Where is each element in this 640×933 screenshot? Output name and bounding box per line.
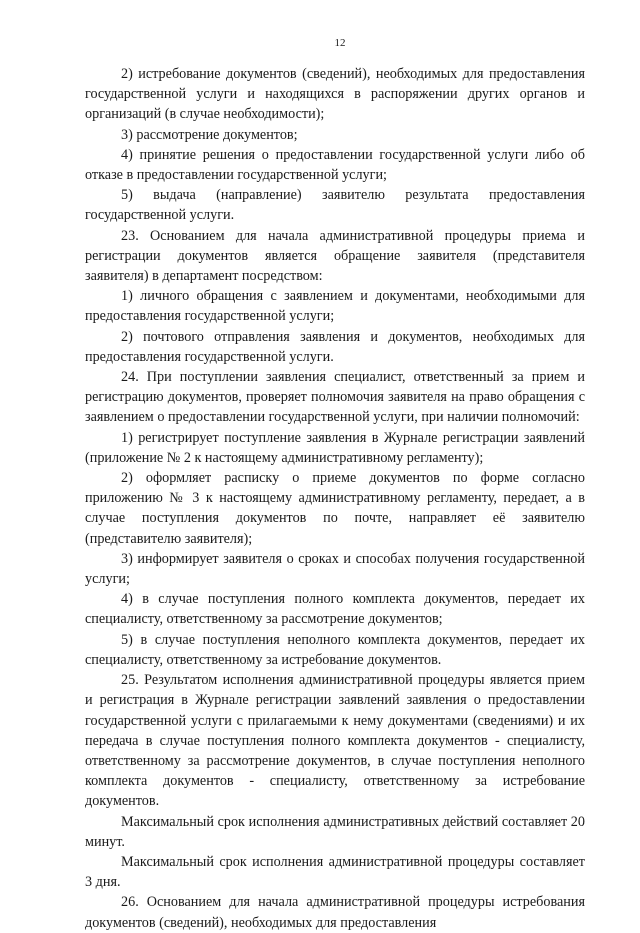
paragraph: 2) истребование документов (сведений), необходимых для предоставления государственной услуги и находящихся в распоряжении других органов и организаций (в случае необходимости);	[85, 66, 585, 123]
paragraph: 5) выдача (направление) заявителю результата предоставления государственной услуги.	[85, 187, 585, 224]
paragraph: 23. Основанием для начала административной процедуры приема и регистрации документов является обращение заявителя (представителя заявителя) в департамент посредством:	[85, 227, 585, 285]
paragraph: 2) оформляет расписку о приеме документов по форме согласно приложению № 3 к настоящему административному регламенту, передает, а в случае поступления документов по почте, направляет её заявителю (представителю заявителя);	[85, 470, 585, 547]
paragraph: 1) регистрирует поступление заявления в Журнале регистрации заявлений (приложение № 2 к настоящему административному регламенту);	[85, 429, 585, 466]
paragraph: 24. При поступлении заявления специалист, ответственный за прием и регистрацию документов, проверяет полномочия заявителя на право обращения с заявлением о предоставлении государственной услуги, при наличии полномочий:	[85, 369, 585, 426]
paragraph: 5) в случае поступления неполного комплекта документов, передает их специалисту, ответственному за истребование документов.	[85, 631, 585, 668]
page-number: 12	[334, 37, 346, 49]
paragraph: 3) информирует заявителя о сроках и способах получения государственной услуги;	[85, 550, 585, 588]
document-page	[85, 36, 585, 933]
paragraph: 2) почтового отправления заявления и документов, необходимых для предоставления государственной услуги.	[85, 328, 585, 365]
paragraph: 1) личного обращения с заявлением и документами, необходимыми для предоставления государственной услуги;	[85, 288, 585, 325]
document-body	[85, 64, 585, 933]
paragraph: 4) в случае поступления полного комплекта документов, передает их специалисту, ответственному за рассмотрение документов;	[85, 591, 585, 628]
paragraph: 3) рассмотрение документов;	[121, 126, 298, 143]
paragraph: 26. Основанием для начала административной процедуры истребования документов (сведений), необходимых для предоставления	[85, 894, 585, 931]
paragraph: 25. Результатом исполнения административной процедуры является прием и регистрация в Журнале регистрации заявлений заявления о предоставлении государственной услуги с прилагаемыми к нему документами (сведениями) и их передача в случае поступления полного комплекта документов - специалисту, ответственному за рассмотрение документов, в случае поступления неполного комплекта документов - специалисту, ответственному за истребование документов.	[85, 672, 585, 810]
paragraph: Максимальный срок исполнения административной процедуры составляет 3 дня.	[85, 853, 585, 891]
paragraph: Максимальный срок исполнения административных действий составляет 20 минут.	[85, 813, 585, 850]
paragraph: 4) принятие решения о предоставлении государственной услуги либо об отказе в предоставлении государственной услуги;	[85, 146, 585, 184]
